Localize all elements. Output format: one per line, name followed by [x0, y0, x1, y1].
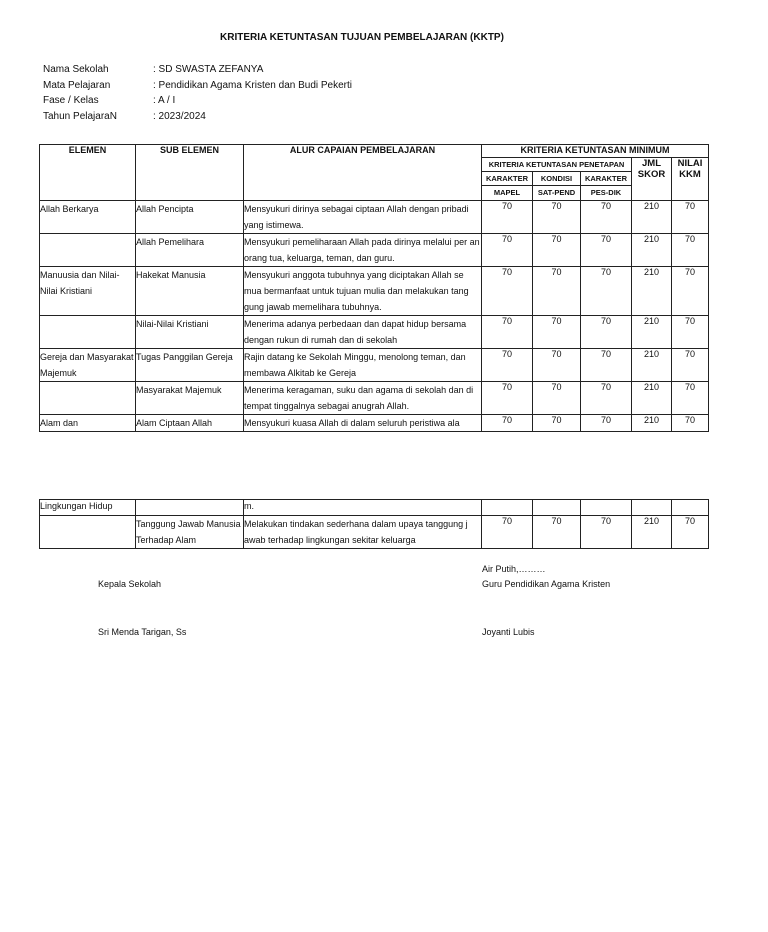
cell-kondisi: [533, 500, 581, 516]
info-value-year: : 2023/2024: [153, 110, 206, 122]
info-value-school: : SD SWASTA ZEFANYA: [153, 64, 264, 75]
cell-nilai-kkm: 70: [672, 234, 709, 267]
cell-karakter-mapel: 70: [482, 349, 533, 382]
cell-sub-elemen: Allah Pemelihara: [136, 234, 244, 267]
cell-alur: Mensyukuri dirinya sebagai ciptaan Allah dengan pribadi yang istimewa.: [244, 201, 482, 234]
table-row: [40, 201, 709, 234]
table-row: [40, 349, 709, 382]
signature-right-role: Guru Pendidikan Agama Kristen: [482, 579, 611, 589]
cell-alur: Menerima keragaman, suku dan agama di sekolah dan di tempat tinggalnya sebagai anugrah Allah.: [244, 382, 482, 415]
header-elemen: ELEMEN: [40, 145, 136, 201]
cell-jml-skor: 210: [632, 415, 672, 432]
header-kondisi: KONDISI: [533, 172, 581, 186]
info-value-phase: : A / I: [153, 95, 176, 106]
table-row: [40, 382, 709, 415]
header-nilai: NILAI: [677, 158, 703, 169]
cell-jml-skor: 210: [632, 234, 672, 267]
cell-jml-skor: 210: [632, 516, 672, 549]
cell-alur: Menerima adanya perbedaan dan dapat hidup bersama dengan rukun di rumah dan di sekolah: [244, 316, 482, 349]
header-alur: ALUR CAPAIAN PEMBELAJARAN: [244, 145, 482, 201]
kktp-table-continued: [39, 499, 709, 549]
cell-kondisi: 70: [533, 316, 581, 349]
cell-kondisi: 70: [533, 349, 581, 382]
cell-kondisi: 70: [533, 267, 581, 316]
cell-jml-skor: [632, 500, 672, 516]
cell-kondisi: 70: [533, 201, 581, 234]
cell-karakter-pesdik: 70: [581, 382, 632, 415]
kktp-table: [39, 144, 709, 432]
cell-jml-skor: 210: [632, 349, 672, 382]
cell-karakter-pesdik: 70: [581, 349, 632, 382]
header-jml: JML: [642, 158, 661, 169]
cell-nilai-kkm: 70: [672, 516, 709, 549]
cell-sub-elemen: Tanggung Jawab Manusia Terhadap Alam: [136, 516, 244, 549]
header-penetapan: KRITERIA KETUNTASAN PENETAPAN: [482, 158, 632, 172]
signature-left-name: Sri Menda Tarigan, Ss: [98, 627, 187, 637]
cell-elemen: Lingkungan Hidup: [40, 500, 136, 516]
cell-nilai-kkm: 70: [672, 316, 709, 349]
cell-karakter-mapel: 70: [482, 201, 533, 234]
info-label-subject: Mata Pelajaran: [43, 79, 111, 91]
cell-alur: Melakukan tindakan sederhana dalam upaya tanggung j awab terhadap lingkungan sekitar keluarga: [244, 516, 482, 549]
cell-karakter-mapel: 70: [482, 316, 533, 349]
cell-elemen: Allah Berkarya: [40, 201, 136, 234]
header-kkm-short: KKM: [679, 169, 701, 180]
table-row: [40, 234, 709, 267]
cell-nilai-kkm: 70: [672, 267, 709, 316]
cell-alur: Mensyukuri anggota tubuhnya yang diciptakan Allah se mua bermanfaat untuk tujuan mulia dan melakukan tang gung jawab memelihara tubuhnya.: [244, 267, 482, 316]
table-row: [40, 500, 709, 516]
cell-karakter-pesdik: 70: [581, 267, 632, 316]
cell-elemen: Manuusia dan Nilai-Nilai Kristiani: [40, 267, 136, 316]
cell-sub-elemen: Masyarakat Majemuk: [136, 382, 244, 415]
cell-elemen: Alam dan: [40, 415, 136, 432]
document-title: KRITERIA KETUNTASAN TUJUAN PEMBELAJARAN (KKTP): [220, 32, 504, 43]
cell-karakter-pesdik: 70: [581, 234, 632, 267]
cell-karakter-mapel: 70: [482, 415, 533, 432]
header-mapel: MAPEL: [482, 186, 533, 201]
cell-jml-skor: 210: [632, 316, 672, 349]
header-jml-skor: [632, 158, 672, 201]
cell-alur: m.: [244, 500, 482, 516]
header-kkm: KRITERIA KETUNTASAN MINIMUM: [482, 145, 709, 158]
cell-nilai-kkm: 70: [672, 201, 709, 234]
cell-sub-elemen: Tugas Panggilan Gereja: [136, 349, 244, 382]
cell-karakter-mapel: [482, 500, 533, 516]
cell-nilai-kkm: [672, 500, 709, 516]
cell-kondisi: 70: [533, 415, 581, 432]
cell-alur: Mensyukuri kuasa Allah di dalam seluruh peristiwa ala: [244, 415, 482, 432]
header-nilai-kkm: [672, 158, 709, 201]
cell-elemen: [40, 382, 136, 415]
cell-elemen: [40, 234, 136, 267]
header-skor: SKOR: [637, 169, 666, 180]
cell-jml-skor: 210: [632, 201, 672, 234]
signature-place-date: Air Putih,………: [482, 564, 546, 574]
cell-sub-elemen: Hakekat Manusia: [136, 267, 244, 316]
cell-karakter-pesdik: 70: [581, 316, 632, 349]
cell-alur: Rajin datang ke Sekolah Minggu, menolong teman, dan membawa Alkitab ke Gereja: [244, 349, 482, 382]
cell-kondisi: 70: [533, 234, 581, 267]
cell-karakter-pesdik: 70: [581, 201, 632, 234]
cell-karakter-pesdik: 70: [581, 415, 632, 432]
cell-elemen: [40, 316, 136, 349]
table-row: [40, 267, 709, 316]
cell-nilai-kkm: 70: [672, 349, 709, 382]
cell-jml-skor: 210: [632, 267, 672, 316]
header-sub-elemen: SUB ELEMEN: [136, 145, 244, 201]
cell-karakter-mapel: 70: [482, 267, 533, 316]
cell-karakter-mapel: 70: [482, 382, 533, 415]
cell-nilai-kkm: 70: [672, 415, 709, 432]
cell-sub-elemen: Alam Ciptaan Allah: [136, 415, 244, 432]
signature-left-role: Kepala Sekolah: [98, 579, 162, 589]
cell-karakter-pesdik: [581, 500, 632, 516]
signature-right-name: Joyanti Lubis: [482, 627, 535, 637]
cell-sub-elemen: Allah Pencipta: [136, 201, 244, 234]
info-label-phase: Fase / Kelas: [43, 95, 99, 106]
header-karakter-mapel: KARAKTER: [482, 172, 533, 186]
cell-karakter-pesdik: 70: [581, 516, 632, 549]
header-karakter-pesdik: KARAKTER: [581, 172, 632, 186]
table-row: [40, 316, 709, 349]
info-value-subject: : Pendidikan Agama Kristen dan Budi Pekerti: [153, 79, 353, 91]
cell-alur: Mensyukuri pemeliharaan Allah pada dirinya melalui per an orang tua, keluarga, teman, dan guru.: [244, 234, 482, 267]
header-sat-pend: SAT-PEND: [533, 186, 581, 201]
cell-elemen: [40, 516, 136, 549]
cell-karakter-mapel: 70: [482, 234, 533, 267]
cell-nilai-kkm: 70: [672, 382, 709, 415]
cell-jml-skor: 210: [632, 382, 672, 415]
table-row: [40, 516, 709, 549]
header-pes-dik: PES-DIK: [581, 186, 632, 201]
info-label-year: Tahun PelajaraN: [43, 110, 117, 122]
cell-sub-elemen: Nilai-Nilai Kristiani: [136, 316, 244, 349]
cell-karakter-mapel: 70: [482, 516, 533, 549]
cell-kondisi: 70: [533, 382, 581, 415]
cell-sub-elemen: [136, 500, 244, 516]
info-label-school: Nama Sekolah: [43, 64, 109, 75]
cell-kondisi: 70: [533, 516, 581, 549]
table-row: [40, 415, 709, 432]
cell-elemen: Gereja dan Masyarakat Majemuk: [40, 349, 136, 382]
